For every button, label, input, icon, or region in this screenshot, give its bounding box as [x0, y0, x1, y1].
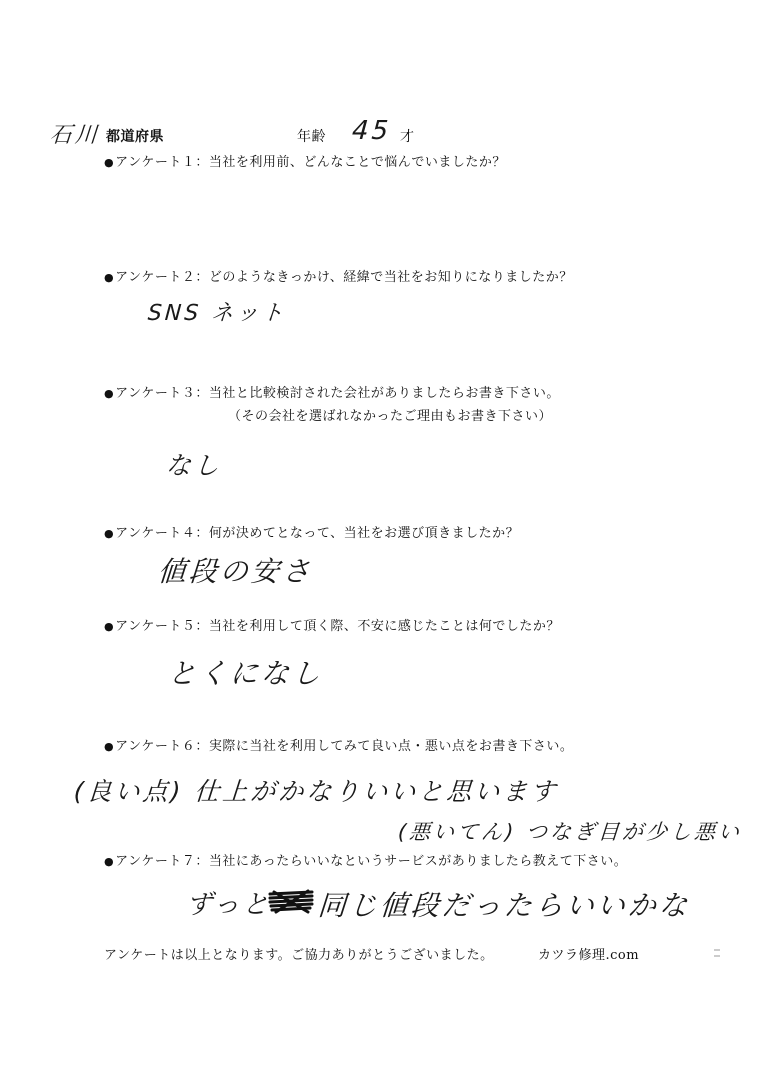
question-7	[104, 850, 627, 869]
age-label: 年齢	[297, 129, 326, 145]
bullet-icon: ●	[104, 740, 115, 753]
question-4-label: アンケート４：何が決めてとなって、当社をお選び頂きましたか？	[115, 526, 520, 541]
age-unit: 才	[400, 129, 415, 145]
brand-name: カツラ修理.com	[538, 948, 640, 963]
question-6	[104, 735, 573, 754]
bullet-icon: ●	[104, 387, 115, 400]
answer-7-start: ずっと	[184, 890, 273, 920]
answer-3: なし	[164, 451, 223, 480]
question-7-label: アンケート７：当社にあったらいいなというサービスがありましたら教えて下さい。	[115, 854, 628, 869]
closing-message: アンケートは以上となります。ご協力ありがとうございました。	[104, 948, 494, 963]
answer-6-good: (良い点) 仕上がかなりいいと思います	[72, 777, 560, 806]
answer-7-end: 同じ値段だったらいいかな	[316, 889, 692, 922]
answer-4: 値段の安さ	[156, 555, 315, 588]
handwritten-age: 45	[350, 116, 393, 146]
margin-dash-marks	[714, 948, 720, 960]
bullet-icon: ●	[104, 527, 115, 540]
question-5	[104, 615, 560, 634]
question-4	[104, 522, 519, 541]
answer-6-bad: (悪いてん) つなぎ目が少し悪い	[397, 820, 743, 844]
prefecture-label: 都道府県	[106, 129, 164, 145]
question-2	[104, 266, 573, 285]
handwritten-prefecture: 石川	[48, 123, 101, 148]
bullet-icon: ●	[104, 855, 115, 868]
bullet-icon: ●	[104, 156, 115, 169]
bullet-icon: ●	[104, 620, 115, 633]
crossed-out-scribble	[268, 888, 314, 914]
question-6-label: アンケート６：実際に当社を利用してみて良い点・悪い点をお書き下さい。	[115, 739, 574, 754]
question-5-label: アンケート５：当社を利用して頂く際、不安に感じたことは何でしたか？	[115, 619, 560, 634]
bullet-icon: ●	[104, 271, 115, 284]
question-3-sublabel: （その会社を選ばれなかったご理由もお書き下さい）	[228, 409, 553, 424]
answer-5: とくになし	[166, 657, 325, 690]
question-3	[104, 382, 560, 401]
question-1-label: アンケート１：当社を利用前、どんなことで悩んでいましたか？	[115, 155, 506, 170]
answer-2: SNS ネット	[146, 301, 288, 326]
question-3-label: アンケート３：当社と比較検討された会社がありましたらお書き下さい。	[115, 386, 560, 401]
question-1	[104, 151, 506, 170]
question-2-label: アンケート２：どのようなきっかけ、経緯で当社をお知りになりましたか？	[115, 270, 573, 285]
